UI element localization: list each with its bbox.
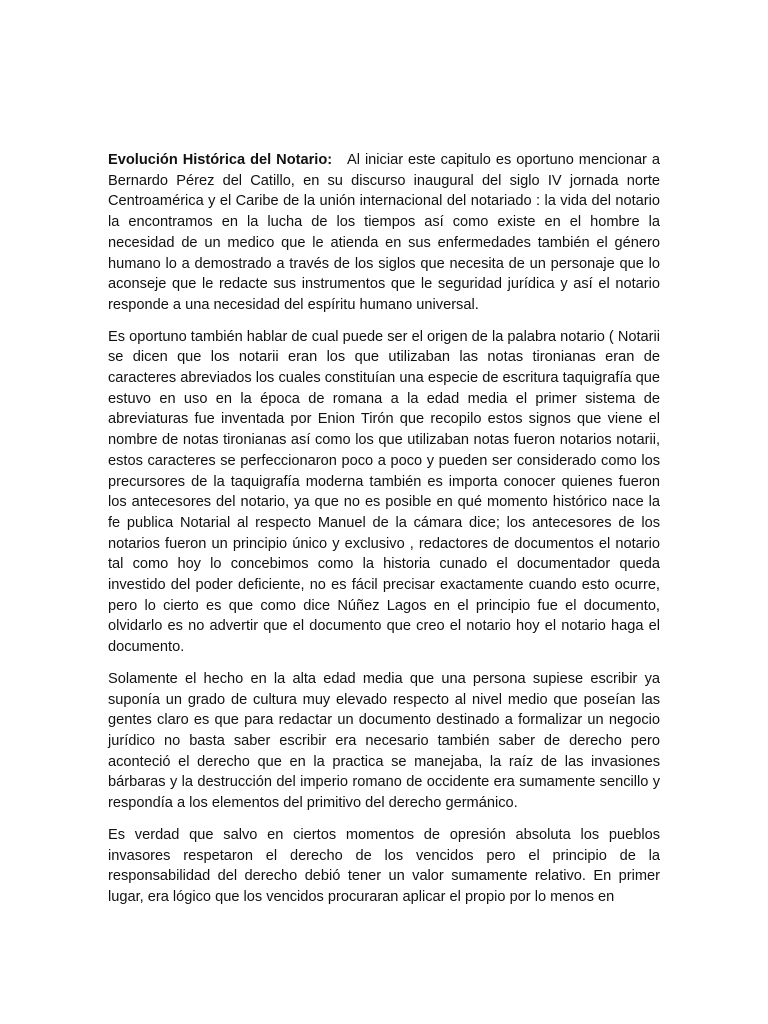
- section-heading: Evolución Histórica del Notario:: [108, 152, 333, 168]
- document-page: [108, 150, 660, 919]
- body-paragraph: Es verdad que salvo en ciertos momentos de opresión absoluta los pueblos invasores respetaron el derecho de los vencidos pero el principio de la responsabilidad del derecho debió tener un valor sumamente relativo. En primer lugar, era lógico que los vencidos procuraran aplicar el propio por lo menos en: [108, 826, 660, 905]
- intro-text: Al iniciar este capitulo es oportuno mencionar a Bernardo Pérez del Catillo, en su discurso inaugural del siglo IV jornada norte Centroamérica y el Caribe de la unión internacional del notariado : la vida del notario la encontramos en la lucha de los tiempos así como existe en el hombre la necesidad de un medico que le atienda en sus enfermedades también el género humano lo a demostrado a través de los siglos que necesita de un personaje que lo aconseje que le redacte sus instrumentos que le seguridad jurídica y así el notario responde a una necesidad del espíritu humano universal.: [108, 152, 660, 313]
- body-paragraph: Solamente el hecho en la alta edad media que una persona supiese escribir ya suponía un grado de cultura muy elevado respecto al nivel medio que poseían las gentes claro es que para redactar un documento destinado a formalizar un negocio jurídico no basta saber escribir era necesario también saber de derecho pero aconteció el derecho que en la practica se manejaba, la raíz de las invasiones bárbaras y la destrucción del imperio romano de occidente era sumamente sencillo y respondía a los elementos del primitivo del derecho germánico.: [108, 670, 660, 812]
- body-paragraph: Es oportuno también hablar de cual puede ser el origen de la palabra notario ( Notarii se dicen que los notarii eran los que utilizaban las notas tironianas eran de caracteres abreviados los cuales constituían una especie de escritura taquigrafía que estuvo en uso en la época de romana a la edad media el primer sistema de abreviaturas fue inventada por Enion Tirón que recopilo estos signos que viene el nombre de notas tironianas así como los que utilizaban notas fueron notarios notarii, estos caracteres se perfeccionaron poco a poco y pueden ser considerado como los precursores de la taquigrafía moderna también es importa conocer quienes fueron los antecesores del notario, ya que no es posible en qué momento histórico nace la fe publica Notarial al respecto Manuel de la cámara dice; los antecesores de los notarios fueron un principio único y exclusivo , redactores de documentos el notario tal como hoy lo concebimos como la historia cunado el documentador queda investido del poder deficiente, no es fácil precisar exactamente cuando esto ocurre, pero lo cierto es que como dice Núñez Lagos en el principio fue el documento, olvidarlo es no advertir que el documento que creo el notario hoy el notario haga el documento.: [108, 328, 660, 656]
- intro-paragraph: [108, 150, 660, 316]
